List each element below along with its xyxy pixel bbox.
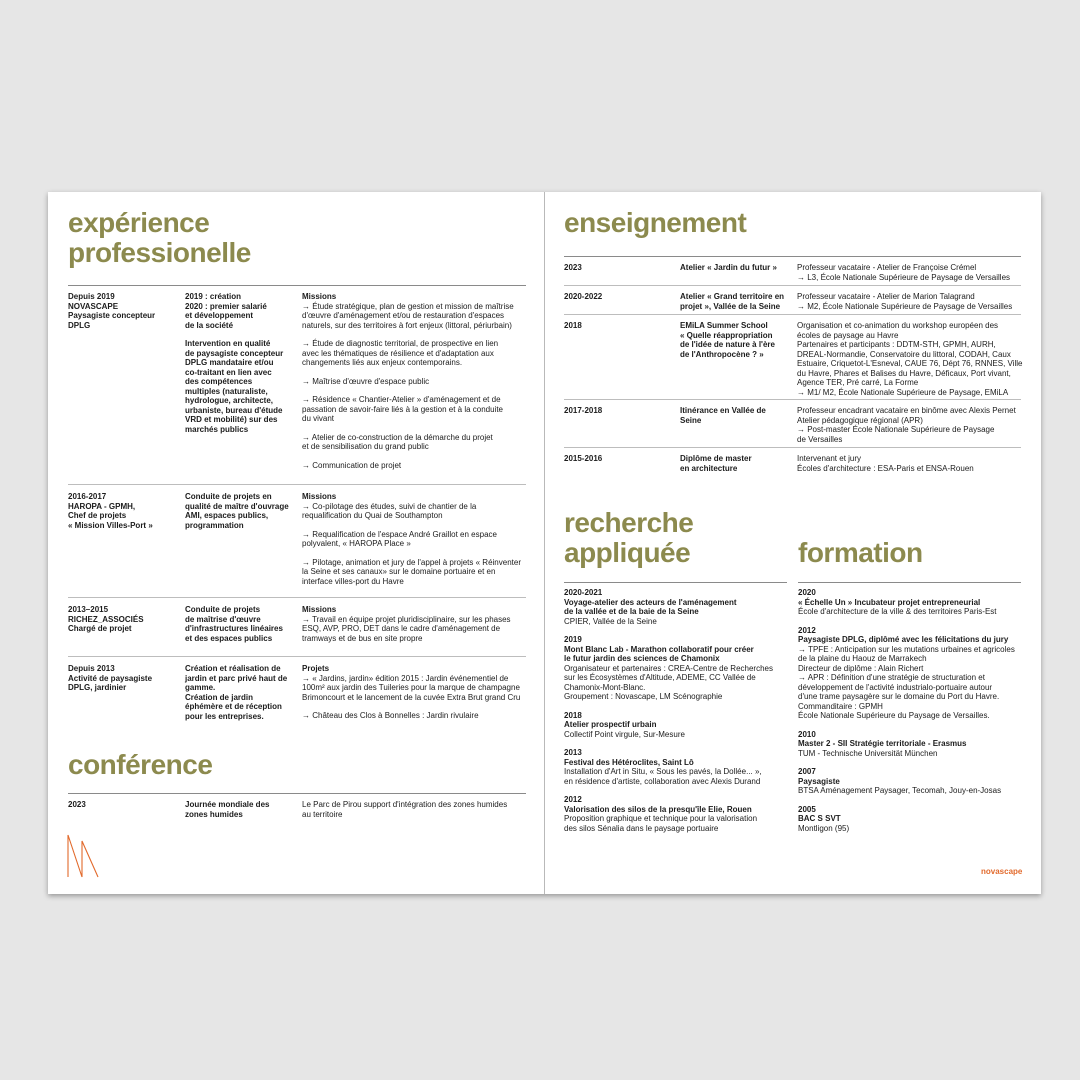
spacer <box>302 330 530 339</box>
experience-row-divider <box>68 597 526 598</box>
mission-line: → « Jardins, jardin» édition 2015 : Jardin événementiel de <box>302 673 509 683</box>
enseignement-desc <box>797 263 1037 282</box>
enseignement-row-divider <box>564 399 1021 400</box>
experience-role <box>185 492 297 530</box>
enseignement-year: 2023 <box>564 263 582 272</box>
enseignement-heading: enseignement <box>564 207 747 238</box>
recherche-item-desc: Organisateur et partenaires : CREA-Centre de Recherches <box>564 663 773 673</box>
enseignement-row-divider <box>564 314 1021 315</box>
experience-missions <box>302 492 530 586</box>
experience-role-line: urbaniste, bureau d'étude <box>185 405 283 415</box>
formation-item-title: Paysagiste <box>798 776 840 786</box>
experience-date-line: Chef de projets <box>68 511 127 520</box>
enseignement-atelier-line: Itinérance en Vallée de <box>680 406 766 415</box>
recherche-item-desc: en résidence d'artiste, collaboration avec Alexis Durand <box>564 776 761 786</box>
mission-line: → Château des Clos à Bonnelles : Jardin rivulaire <box>302 711 479 720</box>
enseignement-desc-line: DREAL-Normandie, Conservatoire du littoral, CODAH, Caux <box>797 349 1011 359</box>
experience-role-line: multiples (naturaliste, <box>185 386 268 396</box>
recherche-item <box>564 711 792 740</box>
formation-item-desc: de la plaine du Haouz de Marrakech <box>798 654 927 663</box>
enseignement-desc-line: Atelier pédagogique régional (APR) <box>797 415 923 425</box>
conference-heading: conférence <box>68 749 213 780</box>
recherche-item <box>564 635 792 702</box>
enseignement-atelier <box>680 263 795 273</box>
novascape-mark-icon <box>66 833 100 879</box>
enseignement-atelier-line: « Quelle réappropriation <box>680 330 773 340</box>
conference-desc-line: au territoire <box>302 809 343 819</box>
mission-line: d'œuvre d'aménagement et/ou de restauration d'espaces <box>302 311 505 320</box>
enseignement-atelier-line: EMiLA Summer School <box>680 321 768 330</box>
mission-line: → Étude de diagnostic territorial, de prospective en lien <box>302 339 499 348</box>
recherche-item-desc: Proposition graphique et technique pour la valorisation <box>564 814 758 823</box>
experience-role-line: d'infrastructures linéaires <box>185 624 283 633</box>
formation-item-desc: d'une trame paysagère sur le domaine du Port du Havre. <box>798 692 1000 701</box>
enseignement-year: 2017-2018 <box>564 406 603 415</box>
mission-line: avec les thématiques de résilience et d'adaptation aux <box>302 348 494 358</box>
recherche-item-desc: Groupement : Novascape, LM Scénographie <box>564 692 723 701</box>
document-spread <box>48 192 1041 894</box>
experience-date-line: Depuis 2013 <box>68 664 115 673</box>
recherche-item <box>564 588 792 626</box>
enseignement-atelier-line: Atelier « Grand territoire en <box>680 292 785 301</box>
formation-item-desc: BTSA Aménagement Paysager, Tecomah, Jouy-en-Josas <box>798 786 1002 795</box>
experience-date <box>68 492 180 530</box>
mission-line: → Pilotage, animation et jury de l'appel à projets « Réinventer <box>302 557 521 567</box>
mission-line: naturels, sur des territoires à fort enjeux (littoral, périurbain) <box>302 320 512 330</box>
experience-role-line: Intervention en qualité <box>185 339 271 348</box>
mission-line: passation de savoir-faire liés à la gestion et à la conduite <box>302 404 504 414</box>
experience-role-line: DPLG mandataire et/ou <box>185 358 274 367</box>
mission-line: → Travail en équipe projet pluridisciplinaire, sur les phases <box>302 614 511 624</box>
experience-date-line: Activité de paysagiste <box>68 673 153 683</box>
mission-line: ESQ, AVP, PRO, DET dans le cadre d'aménagement de <box>302 624 501 633</box>
formation-item <box>798 805 1038 834</box>
recherche-item-title: Voyage-atelier des acteurs de l'aménagement <box>564 597 737 607</box>
recherche-heading-line-1: recherche <box>564 507 694 538</box>
experience-date-line: NOVASCAPE <box>68 301 119 311</box>
spacer <box>302 386 530 395</box>
experience-role-line: Création et réalisation de <box>185 664 281 673</box>
enseignement-desc-line: → L3, École Nationale Supérieure de Paysage de Versailles <box>797 272 1011 282</box>
experience-role-line: pour les entreprises. <box>185 711 264 721</box>
experience-missions <box>302 292 530 470</box>
missions-title: Missions <box>302 605 337 614</box>
enseignement-rule <box>564 256 1021 257</box>
enseignement-desc-line: Professeur vacataire - Atelier de Marion Talagrand <box>797 292 975 301</box>
recherche-item-desc: sur les Écosystèmes d'Altitude, ADEME, CC Vallée de <box>564 673 756 682</box>
enseignement-row-divider <box>564 285 1021 286</box>
recherche-item-title: de la vallée et de la baie de la Seine <box>564 607 699 616</box>
enseignement-desc-line: → M2, École Nationale Supérieure de Paysage de Versailles <box>797 301 1013 311</box>
conference-desc <box>302 800 507 819</box>
spacer <box>302 452 530 461</box>
experience-role-line: co-traitant en lien avec <box>185 367 272 377</box>
formation-item-year: 2012 <box>798 625 816 635</box>
experience-role-line: hydrologue, architecte, <box>185 396 274 405</box>
enseignement-desc <box>797 321 1037 397</box>
recherche-item-year: 2020-2021 <box>564 588 603 597</box>
spacer <box>302 368 530 377</box>
enseignement-atelier <box>680 292 795 311</box>
enseignement-desc-line: du Havre, Phares et Balises du Havre, Déficaux, Port vivant, <box>797 368 1011 378</box>
experience-role-line: marchés publics <box>185 424 249 434</box>
experience-row-divider <box>68 484 526 485</box>
enseignement-desc <box>797 292 1037 311</box>
formation-item-title: Paysagiste DPLG, diplômé avec les félicitations du jury <box>798 635 1009 644</box>
experience-date-line: DPLG <box>68 320 91 330</box>
mission-line: → Co-pilotage des études, suivi de chantier de la <box>302 501 477 511</box>
enseignement-atelier-line: en architecture <box>680 463 738 473</box>
experience-missions <box>302 605 530 643</box>
experience-role-line: AMI, espaces publics, <box>185 511 269 520</box>
formation-list <box>798 588 1038 842</box>
formation-heading: formation <box>798 537 923 568</box>
mission-line: la Seine et ses canaux» sur le domaine portuaire et en <box>302 567 496 576</box>
formation-item-desc: développement de l'activité industrialo-portuaire autour <box>798 682 993 692</box>
formation-item-desc: Montligon (95) <box>798 823 850 833</box>
experience-date-line: RICHEZ_ASSOCIÉS <box>68 614 144 624</box>
spacer <box>302 549 530 558</box>
spacer <box>185 330 297 339</box>
enseignement-desc-line: Professeur encadrant vacataire en binôme avec Alexis Pernet <box>797 406 1016 415</box>
recherche-item-desc: Chamonix-Mont-Blanc. <box>564 682 646 692</box>
mission-line: → Requalification de l'espace André Graillot en espace <box>302 529 497 539</box>
recherche-item-title: Atelier prospectif urbain <box>564 720 657 729</box>
formation-item <box>798 767 1038 796</box>
experience-role-line: 2019 : création <box>185 292 242 301</box>
enseignement-desc-line: Partenaires et participants : DDTM-STH, GPMH, AURH, <box>797 340 996 349</box>
experience-date <box>68 605 180 634</box>
spacer <box>302 424 530 433</box>
experience-role-line: Conduite de projets <box>185 605 261 614</box>
experience-date <box>68 664 180 693</box>
enseignement-atelier <box>680 406 795 425</box>
enseignement-year: 2020-2022 <box>564 292 603 301</box>
experience-date <box>68 292 180 330</box>
enseignement-year: 2015-2016 <box>564 454 603 463</box>
experience-date-line: « Mission Villes-Port » <box>68 520 153 530</box>
enseignement-desc-line: Agence TER, Pré carré, La Forme <box>797 378 919 387</box>
mission-line: changements liés aux enjeux contemporains. <box>302 358 463 367</box>
enseignement-desc-line: Organisation et co-animation du workshop européen des <box>797 321 999 330</box>
mission-line: → Étude stratégique, plan de gestion et mission de maîtrise <box>302 301 514 311</box>
recherche-item-desc: Installation d'Art in Situ, « Sous les pavés, la Dollée... », <box>564 767 762 776</box>
recherche-item-title: le futur jardin des sciences de Chamonix <box>564 654 720 663</box>
formation-item-year: 2007 <box>798 767 816 776</box>
experience-role-line: 2020 : premier salarié <box>185 301 267 311</box>
experience-row-divider <box>68 656 526 657</box>
experience-role-line: éphémère et de réception <box>185 702 282 711</box>
experience-role-line: de maîtrise d'œuvre <box>185 614 261 624</box>
experience-missions <box>302 664 530 721</box>
experience-heading-line-1: expérience <box>68 207 210 238</box>
enseignement-atelier-line: Seine <box>680 415 702 425</box>
recherche-item-desc: CPIER, Vallée de la Seine <box>564 616 657 626</box>
experience-role-line: et développement <box>185 311 254 320</box>
enseignement-year: 2018 <box>564 321 582 330</box>
experience-date-line: DPLG, jardinier <box>68 683 127 692</box>
mission-line: → Résidence « Chantier-Atelier » d'aménagement et de <box>302 395 501 404</box>
enseignement-atelier-line: projet », Vallée de la Seine <box>680 301 781 311</box>
enseignement-atelier-line: de l'idée de nature à l'ère <box>680 340 775 349</box>
recherche-item-title: Mont Blanc Lab - Marathon collaboratif pour créer <box>564 644 754 654</box>
enseignement-atelier-line: Diplôme de master <box>680 454 752 463</box>
experience-role-line: des compétences <box>185 377 253 386</box>
mission-line: polyvalent, « HAROPA Place » <box>302 539 411 548</box>
mission-line: → Maîtrise d'œuvre d'espace public <box>302 376 430 386</box>
recherche-item-year: 2018 <box>564 710 582 720</box>
conference-role <box>185 800 269 819</box>
experience-role-line: Conduite de projets en <box>185 492 272 501</box>
enseignement-desc-line: Estuaire, Criquetot-L'Esneval, CAUE 76, Dépt 76, RNNES, Ville <box>797 359 1023 368</box>
formation-item-year: 2020 <box>798 588 816 597</box>
experience-heading <box>68 208 251 268</box>
experience-date-line: Depuis 2019 <box>68 292 115 301</box>
formation-item <box>798 588 1038 617</box>
enseignement-desc-line: → Post-master École Nationale Supérieure de Paysage <box>797 425 995 434</box>
enseignement-desc <box>797 406 1037 444</box>
recherche-item <box>564 748 792 786</box>
experience-role-line: jardin et parc privé haut de <box>185 673 288 683</box>
left-page <box>48 192 544 894</box>
enseignement-row-divider <box>564 447 1021 448</box>
experience-heading-line-2: professionelle <box>68 237 251 268</box>
experience-role-line: Création de jardin <box>185 692 254 702</box>
formation-rule <box>798 582 1021 583</box>
experience-rule <box>68 285 526 286</box>
right-page <box>545 192 1041 894</box>
conference-role-line: Journée mondiale des <box>185 800 270 809</box>
experience-role-line: et des espaces publics <box>185 633 273 643</box>
mission-line: → Communication de projet <box>302 460 402 470</box>
formation-item-title: BAC S SVT <box>798 814 841 823</box>
formation-item <box>798 626 1038 721</box>
experience-role <box>185 664 297 721</box>
missions-title: Missions <box>302 492 337 501</box>
recherche-item <box>564 795 792 833</box>
mission-line: du vivant <box>302 414 335 423</box>
recherche-heading-line-2: appliquée <box>564 537 691 568</box>
experience-role-line: programmation <box>185 520 244 530</box>
recherche-heading <box>564 508 693 568</box>
experience-date-line: Chargé de projet <box>68 624 132 633</box>
formation-item-year: 2005 <box>798 804 816 814</box>
enseignement-desc-line: → M1/ M2, École Nationale Supérieure de Paysage, EMiLA <box>797 387 1009 397</box>
enseignement-desc-line: de Versailles <box>797 434 843 444</box>
experience-date-line: Paysagiste concepteur <box>68 311 156 320</box>
conference-rule <box>68 793 526 794</box>
conference-desc-line: Le Parc de Pirou support d'intégration des zones humides <box>302 800 508 809</box>
experience-role-line: gamme. <box>185 683 216 692</box>
enseignement-desc <box>797 454 1037 473</box>
recherche-item-title: Festival des Hétéroclites, Saint Lô <box>564 757 694 767</box>
formation-item-title: Master 2 - SII Stratégie territoriale - Erasmus <box>798 739 967 748</box>
formation-item-desc: → TPFE : Anticipation sur les mutations urbaines et agricoles <box>798 644 1015 654</box>
mission-line: interface villes-port du Havre <box>302 576 404 586</box>
recherche-rule <box>564 582 787 583</box>
recherche-item-title: Valorisation des silos de la presqu'île Elie, Rouen <box>564 804 752 814</box>
missions-title: Missions <box>302 292 337 301</box>
recherche-item-desc: des silos Sénalia dans le paysage portuaire <box>564 823 719 833</box>
experience-date-line: HAROPA - GPMH, <box>68 501 136 511</box>
recherche-item-desc: Collectif Point virgule, Sur-Mesure <box>564 729 685 739</box>
recherche-item-year: 2013 <box>564 748 582 757</box>
mission-line: et de sensibilisation du grand public <box>302 442 429 451</box>
conference-role-line: zones humides <box>185 809 243 819</box>
experience-role <box>185 292 297 434</box>
mission-line: 100m² aux jardin des Tuileries pour la marque de champagne <box>302 683 520 692</box>
formation-item-year: 2010 <box>798 729 816 739</box>
experience-role-line: VRD et mobilité) sur des <box>185 415 278 424</box>
recherche-item-year: 2012 <box>564 795 582 804</box>
spacer <box>302 521 530 530</box>
enseignement-atelier-line: Atelier « Jardin du futur » <box>680 263 777 272</box>
formation-item-desc: École d'architecture de la ville & des territoires Paris-Est <box>798 607 997 616</box>
enseignement-atelier <box>680 454 795 473</box>
enseignement-desc-line: Professeur vacataire - Atelier de Françoise Crémel <box>797 263 977 272</box>
formation-item-title: « Échelle Un » Incubateur projet entrepreneurial <box>798 597 981 607</box>
experience-role-line: de la société <box>185 320 234 330</box>
recherche-item-year: 2019 <box>564 635 582 644</box>
formation-item-desc: → APR : Définition d'une stratégie de structuration et <box>798 673 985 682</box>
enseignement-desc-line: Intervenant et jury <box>797 454 862 463</box>
formation-item-desc: Commanditaire : GPMH <box>798 701 883 711</box>
spacer <box>302 702 530 711</box>
experience-date-line: 2013–2015 <box>68 605 109 614</box>
formation-item-desc: TUM - Technische Universität München <box>798 748 938 758</box>
formation-item <box>798 730 1038 759</box>
conference-date: 2023 <box>68 800 86 809</box>
recherche-list <box>564 588 792 842</box>
enseignement-atelier-line: de l'Anthropocène ? » <box>680 349 764 359</box>
mission-line: → Atelier de co-construction de la démarche du projet <box>302 432 493 442</box>
missions-title: Projets <box>302 664 330 673</box>
mission-line: tramways et de bus en site propre <box>302 633 423 643</box>
mission-line: Brimoncourt et le lancement de la cuvée Extra Brut grand Cru <box>302 692 521 702</box>
formation-item-desc: Directeur de diplôme : Alain Richert <box>798 663 924 673</box>
enseignement-desc-line: Écoles d'architecture : ESA-Paris et ENSA-Rouen <box>797 463 974 473</box>
enseignement-atelier <box>680 321 795 359</box>
enseignement-desc-line: écoles de paysage au Havre <box>797 330 899 340</box>
experience-date-line: 2016-2017 <box>68 492 107 501</box>
formation-item-desc: École Nationale Supérieure du Paysage de Versailles. <box>798 711 990 720</box>
experience-role-line: de paysagiste concepteur <box>185 348 284 358</box>
novascape-logo: novascape <box>981 867 1023 876</box>
mission-line: requalification du Quai de Southampton <box>302 511 443 520</box>
experience-role <box>185 605 297 643</box>
experience-role-line: qualité de maître d'ouvrage <box>185 501 289 511</box>
